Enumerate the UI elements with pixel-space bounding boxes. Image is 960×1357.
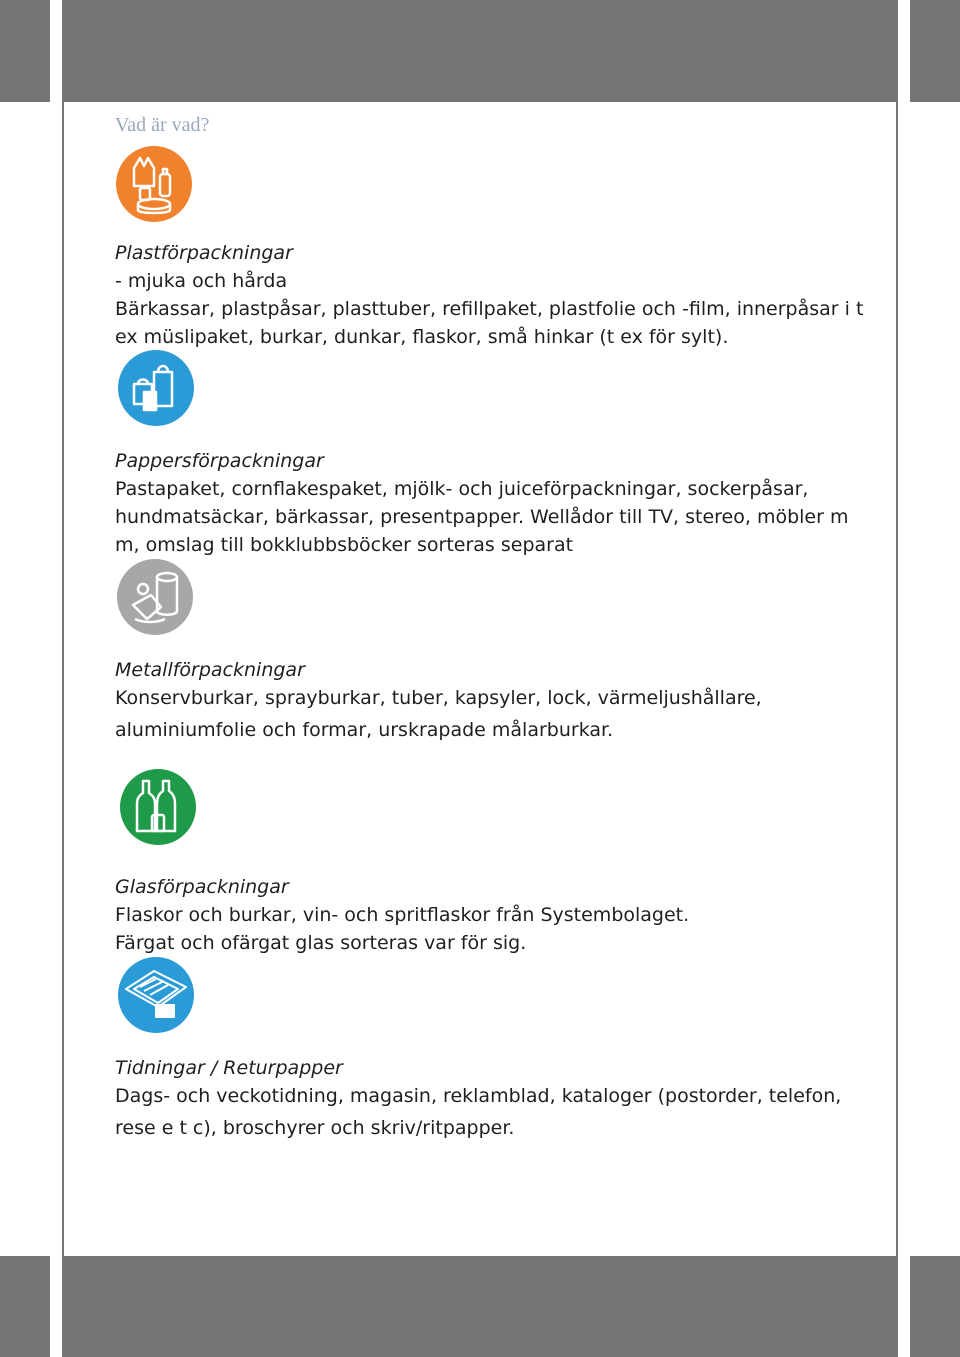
section-title: Plastförpackningar (115, 242, 293, 264)
newspaper-section (115, 1054, 845, 1142)
section-title: Glasförpackningar (115, 876, 289, 898)
section-title: Pappersförpackningar (115, 450, 324, 472)
paper-packaging-icon (116, 348, 196, 428)
newspaper-icon (116, 955, 196, 1035)
section-line: Färgat och ofärgat glas sorteras var för sig. (115, 932, 527, 954)
paper-section (115, 447, 849, 559)
right-border-line (896, 0, 898, 1357)
header-band-center (64, 0, 896, 102)
section-line: m, omslag till bokklubbsböcker sorteras separat (115, 534, 574, 556)
plastic-section (115, 239, 864, 351)
section-line: aluminiumfolie och formar, urskrapade målarburkar. (115, 719, 614, 741)
section-line: hundmatsäckar, bärkassar, presentpapper. Wellådor till TV, stereo, möbler m (115, 506, 849, 528)
metal-section (115, 656, 845, 744)
section-line: ex müslipaket, burkar, dunkar, flaskor, små hinkar (t ex för sylt). (115, 326, 729, 348)
section-line: Dags- och veckotidning, magasin, reklamblad, kataloger (postorder, telefon, (115, 1085, 842, 1107)
section-title: Metallförpackningar (115, 659, 305, 681)
section-line: Bärkassar, plastpåsar, plasttuber, refillpaket, plastfolie och -film, innerpåsar i t (115, 298, 864, 320)
section-line: - mjuka och hårda (115, 270, 288, 292)
header-band-right (910, 0, 960, 102)
section-line: Pastapaket, cornflakespaket, mjölk- och juiceförpackningar, sockerpåsar, (115, 478, 809, 500)
footer-band-right (910, 1256, 960, 1357)
glass-packaging-icon (118, 767, 198, 847)
section-title: Tidningar / Returpapper (115, 1057, 343, 1079)
section-line: rese e t c), broschyrer och skriv/ritpapper. (115, 1117, 515, 1139)
footer-band-center (64, 1256, 896, 1357)
section-line: Flaskor och burkar, vin- och spritflaskor från Systembolaget. (115, 904, 690, 926)
page-heading: Vad är vad? (115, 114, 210, 136)
metal-packaging-icon (115, 557, 195, 637)
plastic-packaging-icon (114, 144, 194, 224)
glass-section (115, 873, 845, 957)
header-band-left (0, 0, 50, 102)
section-line: Konservburkar, sprayburkar, tuber, kapsyler, lock, värmeljushållare, (115, 687, 762, 709)
footer-band-left (0, 1256, 50, 1357)
